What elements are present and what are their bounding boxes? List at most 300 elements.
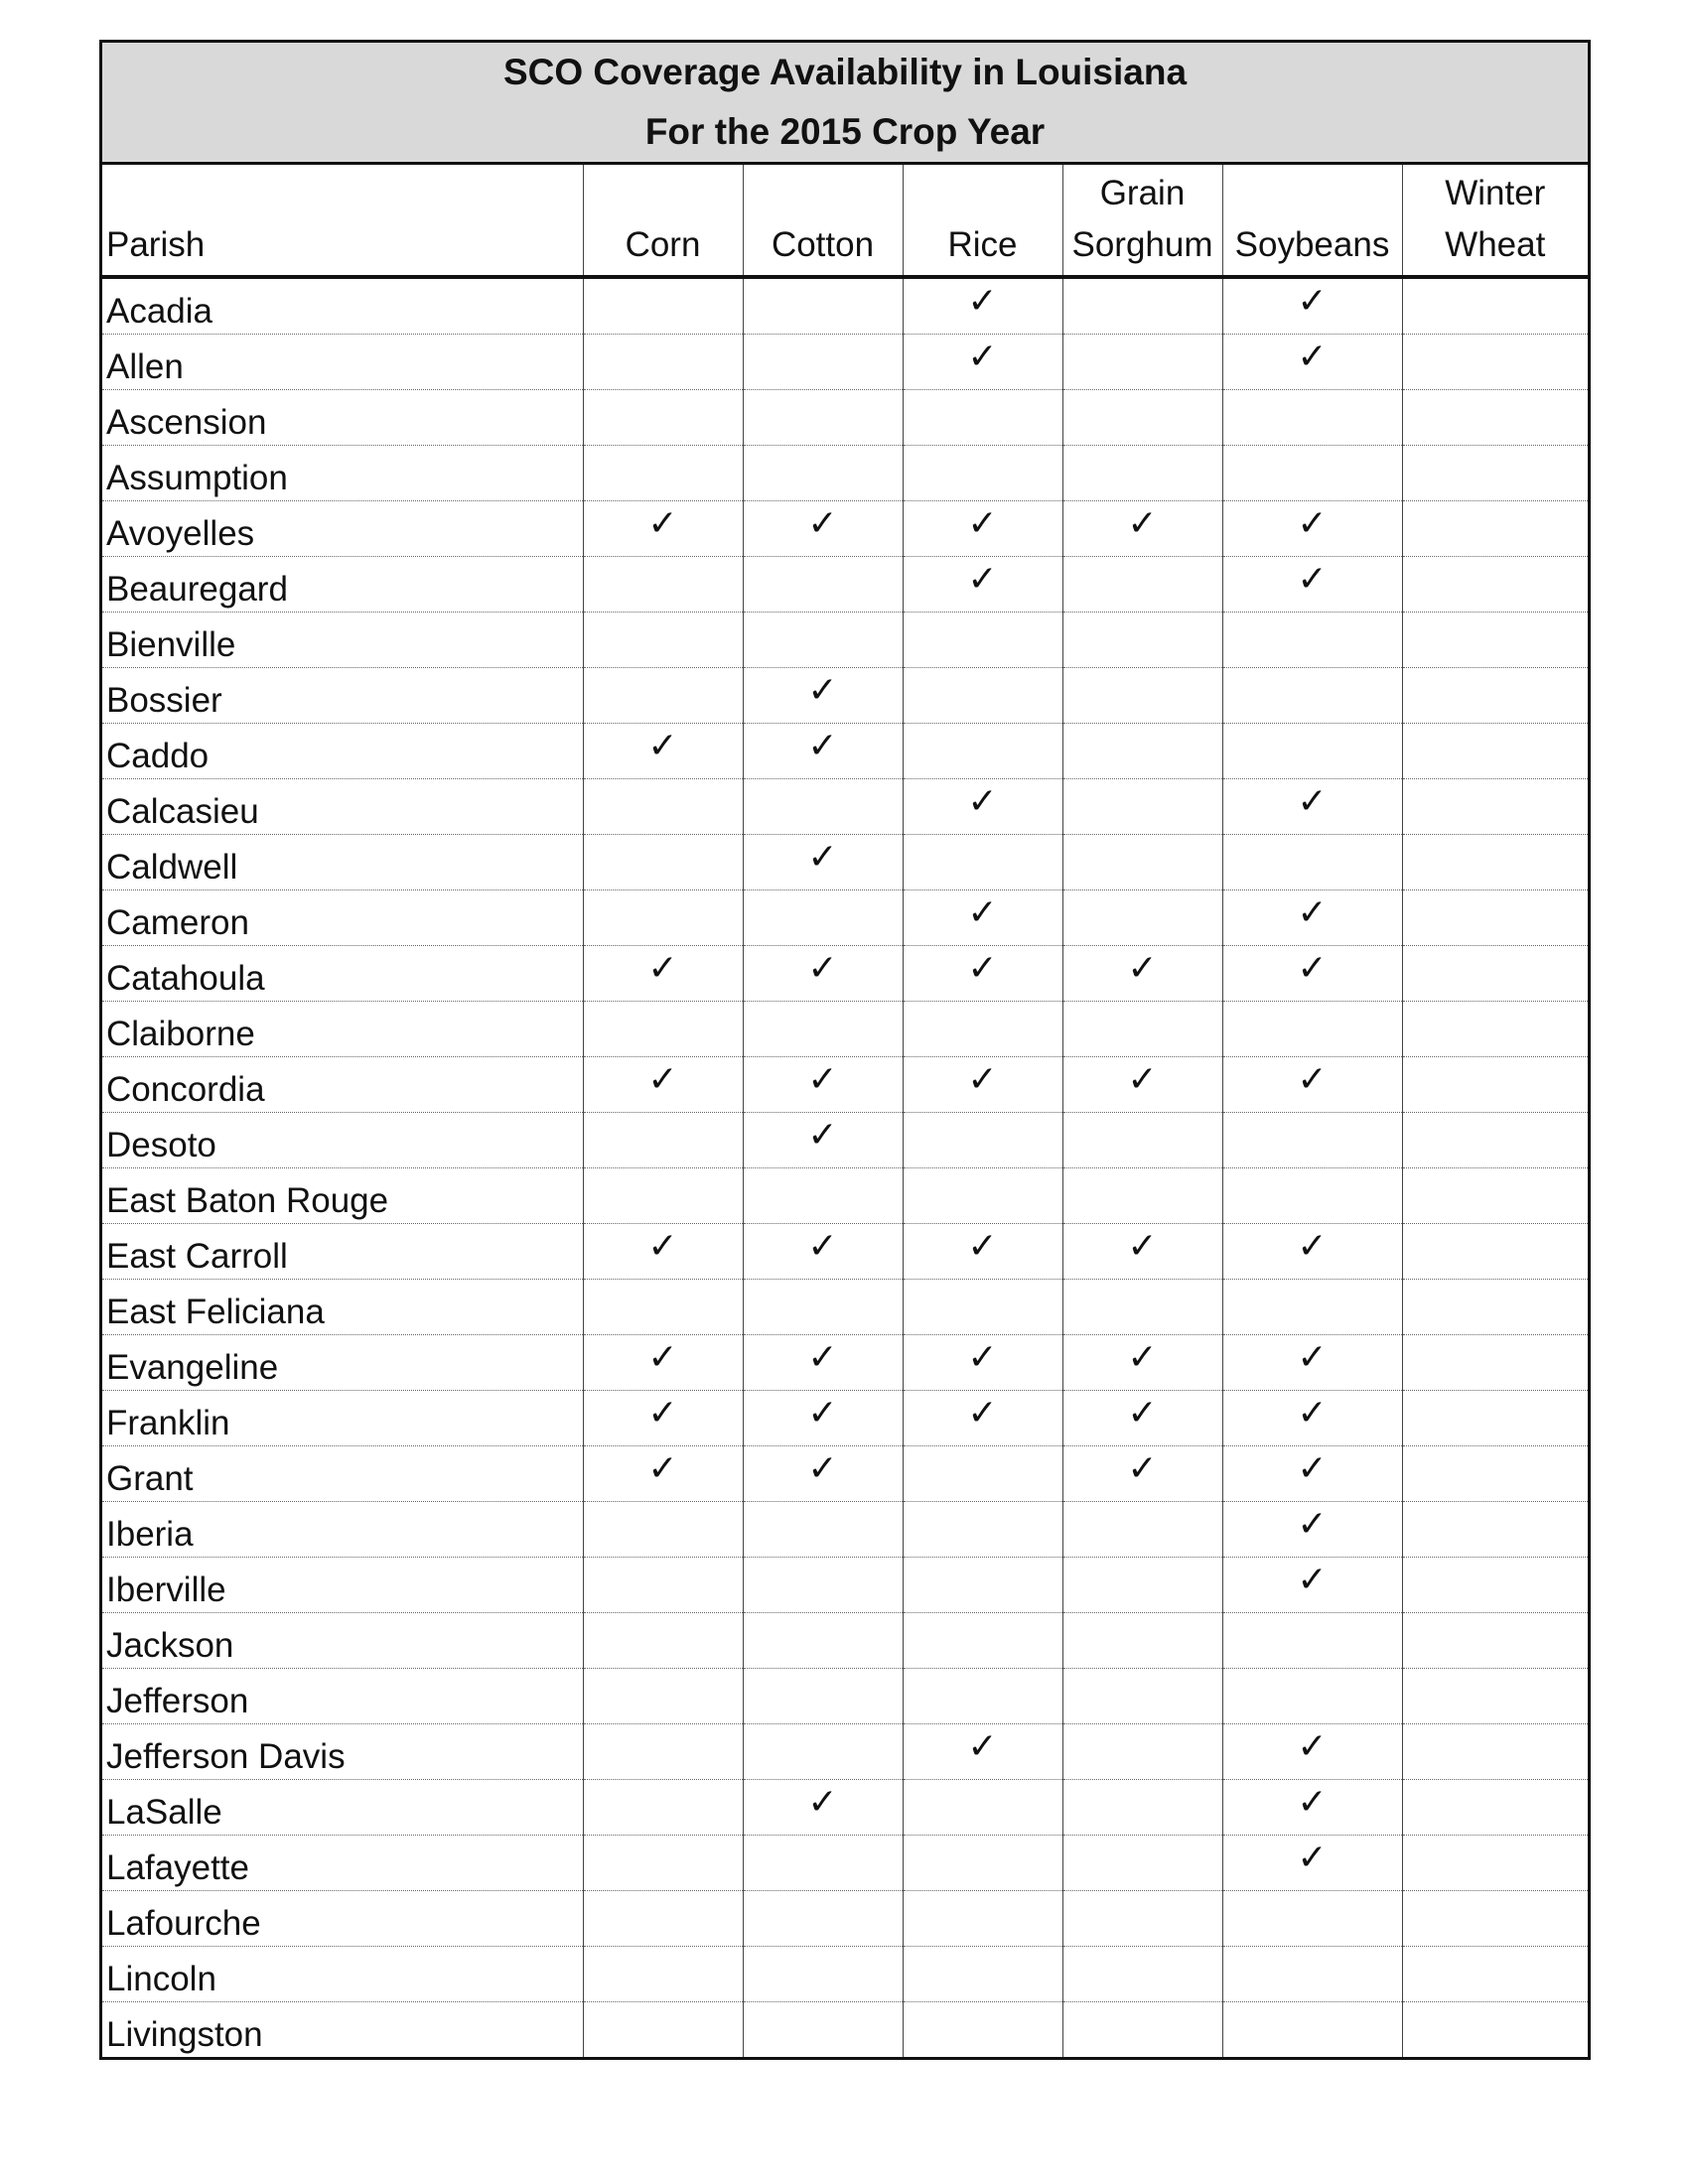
parish-name: Lafayette [102,1836,583,1891]
cell-cotton [743,501,903,557]
cell-grain-sorghum [1062,1669,1222,1724]
cell-cotton [743,1780,903,1836]
cell-corn [583,1502,743,1558]
table-row [102,1502,1588,1558]
cell-soybeans [1222,1280,1402,1335]
table-row [102,1168,1588,1224]
cell-rice [903,668,1062,724]
cell-grain-sorghum [1062,724,1222,779]
parish-name: Iberville [102,1558,583,1613]
table-row [102,1113,1588,1168]
cell-cotton [743,557,903,613]
parish-name: Calcasieu [102,779,583,835]
cell-cotton [743,779,903,835]
header-row [102,165,1588,277]
cell-grain-sorghum [1062,1780,1222,1836]
cell-rice [903,1168,1062,1224]
cell-rice [903,1335,1062,1391]
column-header-parish: Parish [102,165,583,277]
cell-winter-wheat [1402,1891,1588,1947]
cell-winter-wheat [1402,1724,1588,1780]
cell-cotton [743,946,903,1002]
cell-grain-sorghum [1062,1947,1222,2002]
cell-grain-sorghum [1062,501,1222,557]
parish-name: Lafourche [102,1891,583,1947]
cell-corn [583,779,743,835]
check-mark-icon: ✓ [807,1392,838,1433]
check-mark-icon: ✓ [1127,1058,1158,1100]
table-row [102,501,1588,557]
table-row [102,446,1588,501]
parish-name: Caddo [102,724,583,779]
cell-soybeans [1222,2002,1402,2058]
cell-winter-wheat [1402,1057,1588,1113]
cell-rice [903,1836,1062,1891]
cell-rice [903,1780,1062,1836]
table-row [102,1057,1588,1113]
cell-corn [583,1335,743,1391]
cell-rice [903,277,1062,335]
parish-name: Lincoln [102,1947,583,2002]
column-header-corn: Corn [583,165,743,277]
cell-cotton [743,1280,903,1335]
cell-grain-sorghum [1062,890,1222,946]
parish-name: Assumption [102,446,583,501]
cell-soybeans [1222,1502,1402,1558]
table-row [102,1613,1588,1669]
cell-soybeans [1222,1391,1402,1446]
check-mark-icon: ✓ [807,1781,838,1823]
check-mark-icon: ✓ [1297,558,1328,600]
cell-corn [583,613,743,668]
cell-cotton [743,446,903,501]
cell-rice [903,390,1062,446]
cell-soybeans [1222,613,1402,668]
cell-cotton [743,835,903,890]
cell-grain-sorghum [1062,1057,1222,1113]
cell-cotton [743,1836,903,1891]
cell-soybeans [1222,1446,1402,1502]
check-mark-icon: ✓ [967,558,998,600]
table-row [102,1669,1588,1724]
cell-winter-wheat [1402,1613,1588,1669]
parish-name: Catahoula [102,946,583,1002]
cell-cotton [743,1002,903,1057]
cell-winter-wheat [1402,390,1588,446]
cell-cotton [743,1057,903,1113]
parish-name: Jefferson [102,1669,583,1724]
check-mark-icon: ✓ [967,502,998,544]
cell-rice [903,2002,1062,2058]
cell-soybeans [1222,557,1402,613]
cell-rice [903,1446,1062,1502]
cell-rice [903,1669,1062,1724]
cell-corn [583,724,743,779]
table-row [102,1724,1588,1780]
parish-name: East Feliciana [102,1280,583,1335]
cell-rice [903,835,1062,890]
cell-cotton [743,1891,903,1947]
cell-soybeans [1222,890,1402,946]
check-mark-icon: ✓ [967,1336,998,1378]
cell-grain-sorghum [1062,1836,1222,1891]
cell-soybeans [1222,1057,1402,1113]
check-mark-icon: ✓ [647,502,678,544]
title-line-2: For the 2015 Crop Year [644,111,1046,152]
cell-grain-sorghum [1062,1168,1222,1224]
check-mark-icon: ✓ [967,280,998,322]
cell-winter-wheat [1402,557,1588,613]
cell-soybeans [1222,1669,1402,1724]
cell-grain-sorghum [1062,1224,1222,1280]
cell-cotton [743,1724,903,1780]
column-header-cotton: Cotton [743,165,903,277]
cell-rice [903,1891,1062,1947]
cell-grain-sorghum [1062,446,1222,501]
check-mark-icon: ✓ [1127,1225,1158,1267]
check-mark-icon: ✓ [807,836,838,878]
cell-soybeans [1222,1724,1402,1780]
cell-winter-wheat [1402,1002,1588,1057]
check-mark-icon: ✓ [1297,780,1328,822]
check-mark-icon: ✓ [1297,280,1328,322]
cell-rice [903,890,1062,946]
check-mark-icon: ✓ [807,502,838,544]
cell-corn [583,2002,743,2058]
cell-grain-sorghum [1062,668,1222,724]
cell-winter-wheat [1402,335,1588,390]
cell-rice [903,946,1062,1002]
cell-winter-wheat [1402,613,1588,668]
cell-rice [903,1502,1062,1558]
cell-soybeans [1222,779,1402,835]
cell-grain-sorghum [1062,1335,1222,1391]
cell-winter-wheat [1402,1224,1588,1280]
table-row [102,1836,1588,1891]
table-row [102,613,1588,668]
parish-name: Acadia [106,292,213,331]
cell-soybeans [1222,724,1402,779]
cell-cotton [743,1502,903,1558]
cell-winter-wheat [1402,1280,1588,1335]
table-row [102,1224,1588,1280]
cell-cotton [743,1335,903,1391]
check-mark-icon: ✓ [647,1447,678,1489]
cell-corn [583,1613,743,1669]
table-row [102,668,1588,724]
cell-grain-sorghum [1062,1558,1222,1613]
cell-winter-wheat [1402,1391,1588,1446]
check-mark-icon: ✓ [807,1058,838,1100]
table-row [102,1446,1588,1502]
cell-soybeans [1222,835,1402,890]
check-mark-icon: ✓ [1297,1837,1328,1878]
check-mark-icon: ✓ [1127,502,1158,544]
check-mark-icon: ✓ [1297,1058,1328,1100]
cell-rice [903,724,1062,779]
cell-winter-wheat [1402,946,1588,1002]
parish-name: Bossier [102,668,583,724]
cell-rice [903,1057,1062,1113]
parish-name: Ascension [102,390,583,446]
check-mark-icon: ✓ [807,1225,838,1267]
cell-winter-wheat [1402,1669,1588,1724]
cell-grain-sorghum [1062,613,1222,668]
cell-corn [583,835,743,890]
cell-winter-wheat [1402,1836,1588,1891]
check-mark-icon: ✓ [967,336,998,377]
column-header-rice: Rice [903,165,1062,277]
cell-grain-sorghum [1062,2002,1222,2058]
cell-soybeans [1222,1113,1402,1168]
cell-soybeans [1222,446,1402,501]
parish-name: East Carroll [102,1224,583,1280]
table-row [102,1891,1588,1947]
cell-rice [903,1613,1062,1669]
check-mark-icon: ✓ [1297,947,1328,989]
parish-name: Desoto [102,1113,583,1168]
column-header-grain-sorghum: Grain Sorghum [1062,165,1222,277]
cell-grain-sorghum [1062,1724,1222,1780]
cell-corn [583,1780,743,1836]
table-row [102,2002,1588,2058]
parish-name: Grant [102,1446,583,1502]
table-row [102,835,1588,890]
cell-cotton [743,1669,903,1724]
cell-grain-sorghum [1062,335,1222,390]
cell-cotton [743,1446,903,1502]
check-mark-icon: ✓ [1127,1447,1158,1489]
parish-name: Cameron [102,890,583,946]
cell-grain-sorghum [1062,1002,1222,1057]
check-mark-icon: ✓ [967,1392,998,1433]
cell-grain-sorghum [1062,1446,1222,1502]
check-mark-icon: ✓ [967,891,998,933]
cell-soybeans [1222,1947,1402,2002]
table-row [102,1280,1588,1335]
cell-corn [583,1280,743,1335]
table-row [102,390,1588,446]
cell-cotton [743,335,903,390]
table-row [102,335,1588,390]
cell-soybeans [1222,668,1402,724]
check-mark-icon: ✓ [647,1058,678,1100]
cell-rice [903,1002,1062,1057]
cell-rice [903,1280,1062,1335]
column-header-soybeans: Soybeans [1222,165,1402,277]
check-mark-icon: ✓ [647,1336,678,1378]
cell-winter-wheat [1402,1113,1588,1168]
cell-soybeans [1222,1613,1402,1669]
cell-corn [583,1558,743,1613]
table-row [102,779,1588,835]
title-block [102,43,1588,165]
check-mark-icon: ✓ [1297,1336,1328,1378]
check-mark-icon: ✓ [647,725,678,766]
cell-grain-sorghum [1062,946,1222,1002]
table-row [102,1335,1588,1391]
parish-name: Evangeline [102,1335,583,1391]
check-mark-icon: ✓ [967,780,998,822]
parish-name: Caldwell [102,835,583,890]
parish-name: Allen [102,335,583,390]
cell-grain-sorghum [1062,779,1222,835]
cell-soybeans [1222,335,1402,390]
cell-grain-sorghum [1062,557,1222,613]
cell-cotton [743,1168,903,1224]
check-mark-icon: ✓ [807,1114,838,1156]
cell-corn [583,890,743,946]
check-mark-icon: ✓ [647,1225,678,1267]
cell-soybeans [1222,1335,1402,1391]
coverage-sheet [99,40,1591,2060]
cell-cotton [743,1391,903,1446]
parish-name: Livingston [102,2002,583,2058]
cell-winter-wheat [1402,1502,1588,1558]
check-mark-icon: ✓ [1297,336,1328,377]
cell-cotton [743,1613,903,1669]
cell-corn [583,1113,743,1168]
cell-rice [903,1224,1062,1280]
cell-winter-wheat [1402,446,1588,501]
check-mark-icon: ✓ [1297,891,1328,933]
cell-corn [583,1724,743,1780]
parish-name: Concordia [102,1057,583,1113]
cell-soybeans [1222,390,1402,446]
cell-cotton [743,668,903,724]
cell-soybeans [1222,1002,1402,1057]
check-mark-icon: ✓ [1297,1725,1328,1767]
table-row [102,1391,1588,1446]
check-mark-icon: ✓ [1297,1559,1328,1600]
cell-cotton [743,1224,903,1280]
check-mark-icon: ✓ [1297,1392,1328,1433]
cell-cotton [743,277,903,335]
table-row [102,277,1588,335]
table-row [102,724,1588,779]
parish-name: Franklin [102,1391,583,1446]
cell-cotton [743,1113,903,1168]
cell-rice [903,557,1062,613]
check-mark-icon: ✓ [1297,1225,1328,1267]
table-row [102,890,1588,946]
check-mark-icon: ✓ [807,1336,838,1378]
parish-name: Iberia [102,1502,583,1558]
cell-rice [903,1558,1062,1613]
cell-corn [583,277,743,335]
cell-winter-wheat [1402,1335,1588,1391]
cell-winter-wheat [1402,668,1588,724]
check-mark-icon: ✓ [1297,502,1328,544]
cell-rice [903,1947,1062,2002]
cell-winter-wheat [1402,1780,1588,1836]
check-mark-icon: ✓ [807,947,838,989]
cell-winter-wheat [1402,1168,1588,1224]
parish-name: Jackson [102,1613,583,1669]
cell-soybeans [1222,501,1402,557]
cell-rice [903,446,1062,501]
check-mark-icon: ✓ [967,1225,998,1267]
table-row [102,1780,1588,1836]
cell-corn [583,1168,743,1224]
cell-cotton [743,890,903,946]
cell-corn [583,1057,743,1113]
table-row [102,1947,1588,2002]
cell-winter-wheat [1402,890,1588,946]
check-mark-icon: ✓ [967,1725,998,1767]
check-mark-icon: ✓ [1127,947,1158,989]
cell-corn [583,1224,743,1280]
column-header-winter-wheat: Winter Wheat [1402,165,1588,277]
cell-rice [903,1113,1062,1168]
check-mark-icon: ✓ [807,725,838,766]
cell-soybeans [1222,1780,1402,1836]
cell-winter-wheat [1402,1947,1588,2002]
cell-corn [583,1669,743,1724]
cell-corn [583,446,743,501]
cell-soybeans [1222,946,1402,1002]
check-mark-icon: ✓ [1297,1781,1328,1823]
cell-grain-sorghum [1062,1280,1222,1335]
cell-corn [583,1391,743,1446]
cell-corn [583,501,743,557]
cell-winter-wheat [1402,835,1588,890]
cell-corn [583,335,743,390]
cell-soybeans [1222,277,1402,335]
cell-grain-sorghum [1062,835,1222,890]
cell-soybeans [1222,1891,1402,1947]
cell-soybeans [1222,1224,1402,1280]
cell-rice [903,1724,1062,1780]
cell-corn [583,557,743,613]
cell-winter-wheat [1402,501,1588,557]
check-mark-icon: ✓ [807,669,838,711]
cell-grain-sorghum [1062,1113,1222,1168]
cell-winter-wheat [1402,1446,1588,1502]
cell-grain-sorghum [1062,390,1222,446]
parish-name: Avoyelles [102,501,583,557]
parish-name: Beauregard [102,557,583,613]
table-row [102,946,1588,1002]
cell-cotton [743,1947,903,2002]
table-row [102,1558,1588,1613]
cell-soybeans [1222,1558,1402,1613]
check-mark-icon: ✓ [967,1058,998,1100]
cell-corn [583,1836,743,1891]
cell-winter-wheat [1402,2002,1588,2058]
cell-soybeans [1222,1168,1402,1224]
cell-grain-sorghum [1062,1391,1222,1446]
parish-name: East Baton Rouge [102,1168,583,1224]
table-row [102,557,1588,613]
check-mark-icon: ✓ [807,1447,838,1489]
cell-grain-sorghum [1062,1502,1222,1558]
parish-name: LaSalle [102,1780,583,1836]
check-mark-icon: ✓ [967,947,998,989]
check-mark-icon: ✓ [1127,1392,1158,1433]
cell-corn [583,946,743,1002]
cell-corn [583,1446,743,1502]
cell-soybeans [1222,1836,1402,1891]
cell-cotton [743,390,903,446]
table-row [102,1002,1588,1057]
cell-rice [903,335,1062,390]
check-mark-icon: ✓ [1127,1336,1158,1378]
cell-grain-sorghum [1062,277,1222,335]
cell-rice [903,779,1062,835]
coverage-table [102,165,1588,2057]
cell-grain-sorghum [1062,1613,1222,1669]
